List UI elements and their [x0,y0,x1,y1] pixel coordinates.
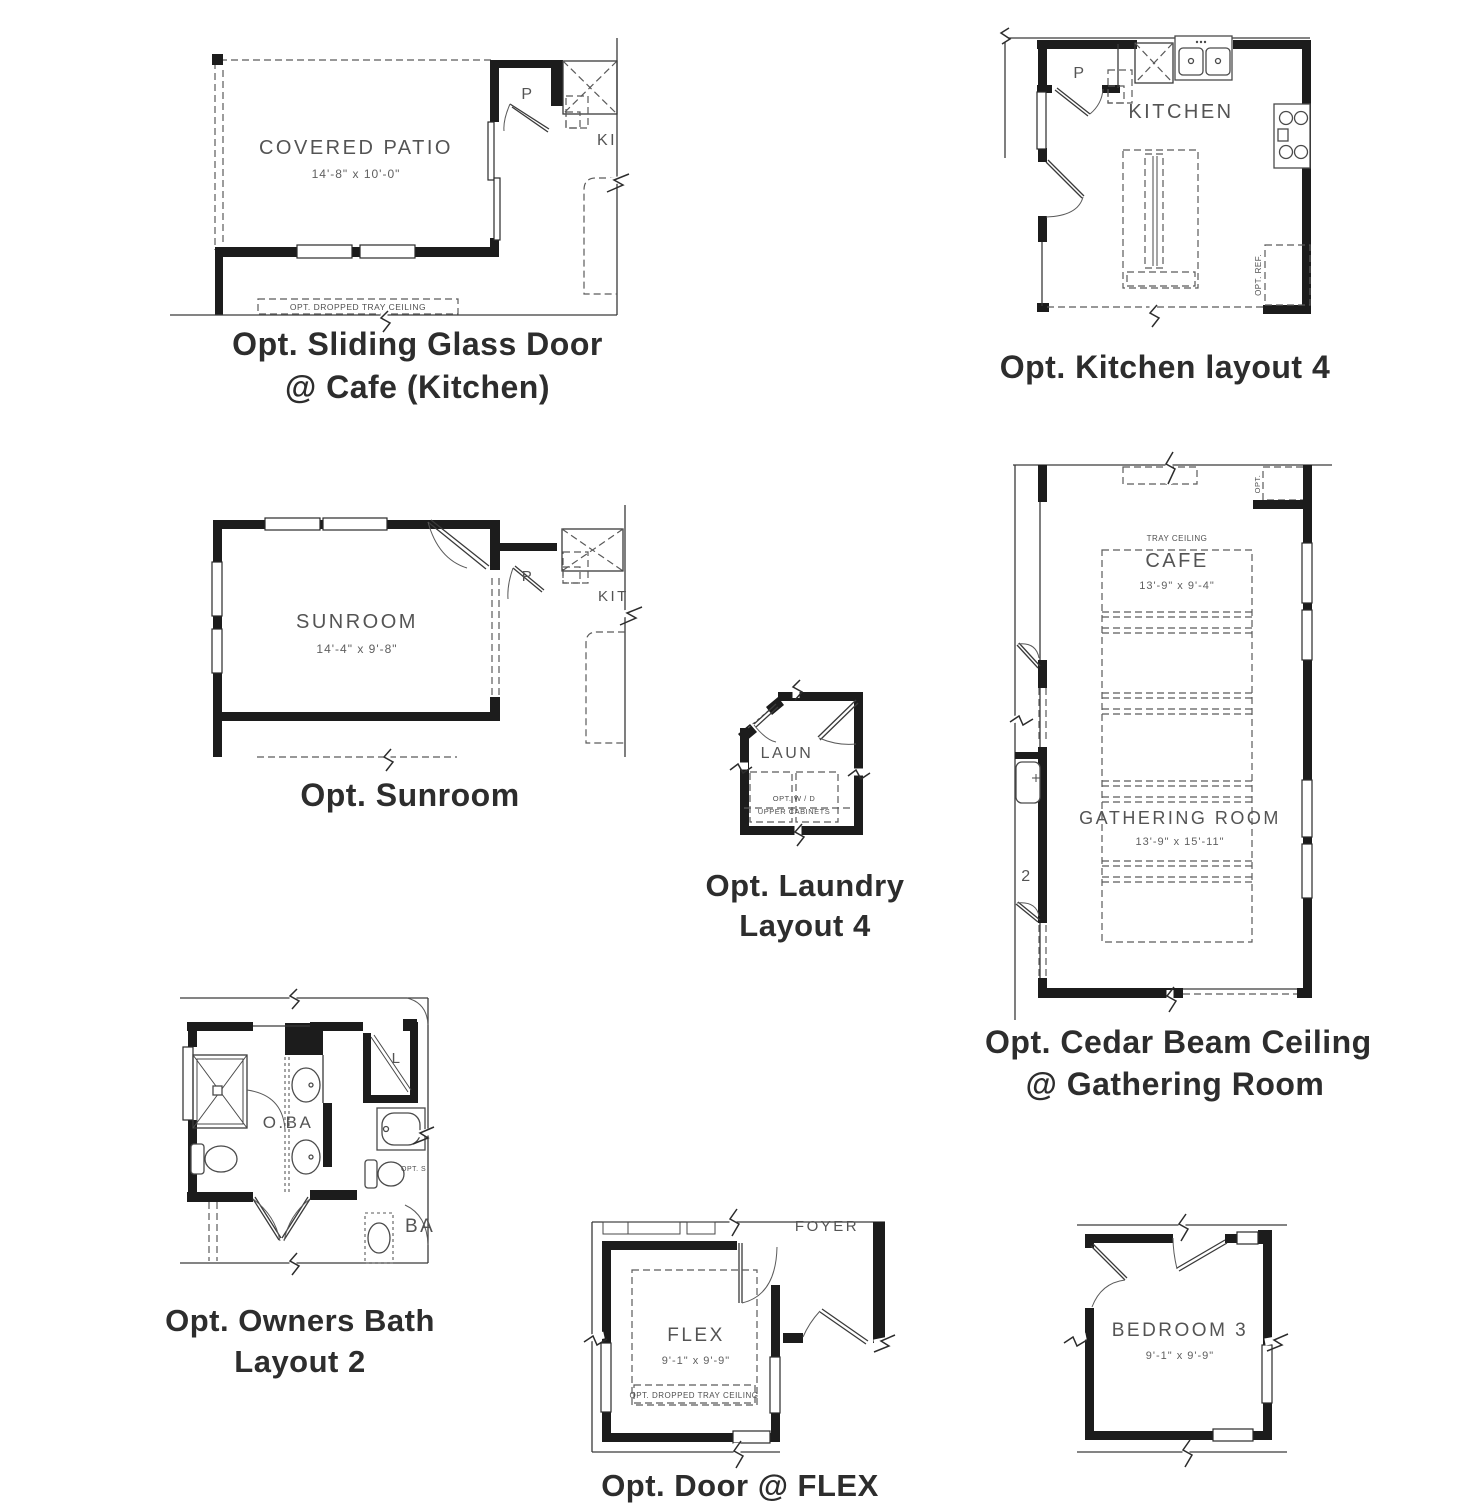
kitchen-title [990,346,1340,389]
corner-cabinet [563,61,617,128]
panel-sunroom [195,505,670,800]
cafe-label: CAFE [1145,550,1209,572]
window [1302,780,1312,837]
window [265,518,320,530]
bath-partial-label: BA [405,1216,436,1237]
sunroom-plan-drawing [195,505,670,800]
kitchen-title-line: Opt. Kitchen layout 4 [999,349,1331,385]
room-label: SUNROOM [296,611,418,633]
pantry-door [504,104,549,132]
panel-bedroom-3 [1070,1220,1320,1484]
left-door-upper [1017,643,1040,668]
kitchen-counter-dashed [586,632,625,743]
pantry-door [1055,88,1103,116]
bath-fixture [1016,762,1040,803]
window [1262,1345,1272,1403]
gathering-plan-drawing [1010,460,1345,1040]
window [733,1431,770,1443]
room-label: LAUN [760,745,814,762]
patio-walls [215,60,563,315]
panel-sliding-glass-door [170,28,665,318]
panel-flex [590,1215,890,1484]
room-label: FLEX [667,1325,725,1346]
window [1302,543,1312,603]
bed2-partial-label: 2 [1021,868,1033,885]
bath-title-line2: Layout 2 [234,1344,366,1379]
laundry-door [818,700,858,744]
window [1213,1429,1253,1441]
sunroom-title [210,774,610,817]
room-dims: 14'-4" x 9'-8" [316,642,398,656]
linen-closet [371,998,428,1092]
window [1302,610,1312,660]
window [323,518,387,530]
cooktop [1274,104,1310,168]
laundry-title [700,866,910,946]
window [1302,844,1312,898]
room-label: BEDROOM 3 [1111,1320,1249,1341]
window [1037,92,1046,149]
corner-cabinet [562,529,623,583]
entry-double-doors [253,1197,310,1241]
cutoff-cabinets [603,1222,680,1234]
left-door-lower [1016,902,1040,922]
flex-title [590,1464,890,1507]
window [212,562,222,616]
tub [377,1108,425,1150]
sunroom-walls [213,520,557,757]
pantry-label: P [521,568,535,585]
bath-title [160,1300,440,1382]
room-dims: 9'-1" x 9'-9" [1145,1350,1215,1362]
bedroom3-plan-drawing [1070,1220,1320,1484]
flex-walls [602,1222,885,1442]
kitchen-partial-label: KIT [598,588,629,605]
kitchen-counter-dashed [584,178,617,294]
laundry-title-line1: Opt. Laundry [705,868,905,903]
gathering-title-line2: @ Gathering Room [1025,1066,1325,1102]
window [297,245,352,258]
cafe-dims: 13'-9" x 9'-4" [1139,580,1215,592]
closet-door [1173,1238,1227,1271]
panel-kitchen-layout-4 [990,28,1335,348]
patio-corner-post [212,54,223,65]
ceiling-note: OPT. DROPPED TRAY CEILING [629,1391,759,1400]
bath-plan-drawing [175,995,436,1270]
linen-label: L [391,1050,403,1067]
window [183,1047,193,1120]
ceiling-note: OPT. DROPPED TRAY CEILING [289,302,427,312]
kitchen-partial-label: KI [597,132,618,149]
opt-foyer-door [803,1309,868,1344]
window [1237,1232,1258,1244]
sliding-glass-door [488,122,500,240]
panel-gathering-room [1010,460,1345,1040]
room-label: COVERED PATIO [258,137,454,159]
room-dims: 14'-8" x 10'-0" [311,167,401,181]
window [212,629,222,673]
flex-title-line: Opt. Door @ FLEX [601,1468,879,1503]
gathering-title-line1: Opt. Cedar Beam Ceiling [985,1024,1372,1060]
sunroom-title-line: Opt. Sunroom [300,777,520,813]
top-dashed-box [1123,467,1197,484]
room-label: O.BA [262,1113,314,1132]
wd-note: OPT. W / D [772,794,816,803]
toilet [191,1144,237,1174]
patio-plan-drawing [170,28,665,318]
bath-title-line1: Opt. Owners Bath [165,1303,435,1338]
tray-note: TRAY CEILING [1146,534,1208,543]
window [601,1343,611,1412]
patio-title [170,323,665,409]
cabinet-note: UPPER CABINETS [757,807,831,816]
patio-title-line2: @ Cafe (Kitchen) [285,369,550,405]
room-dims: 9'-1" x 9'-9" [661,1355,731,1367]
pantry-label: P [1073,65,1087,82]
pantry-label: P [521,86,535,103]
window [770,1357,780,1413]
patio-title-line1: Opt. Sliding Glass Door [232,326,603,362]
flex-plan-drawing [590,1215,890,1484]
opt-box [1263,467,1307,500]
double-sink [1175,36,1232,80]
foyer-label: FOYER [794,1218,860,1235]
room-dims: 13'-9" x 15'-11" [1135,836,1225,848]
panel-owners-bath [175,995,436,1270]
room-label: KITCHEN [1128,101,1234,123]
room-label: GATHERING ROOM [1079,808,1281,828]
opt-ref-label: OPT. REF. [1254,254,1263,296]
window [360,245,415,258]
tray-ceiling-dashed [1102,550,1252,942]
gathering-title [985,1021,1372,1105]
panel-laundry-layout-4 [730,680,870,840]
kitchen-plan-drawing [990,28,1335,348]
opt-partial-label: OPT. [1253,474,1262,494]
island [1123,150,1198,288]
toilet [365,1160,404,1188]
opt-partial-label: OPT. S [401,1166,427,1173]
laundry-title-line2: Layout 4 [739,908,871,943]
kitchen-entry-door [1046,160,1084,217]
bedroom-door [1091,1244,1127,1307]
gathering-walls [1015,465,1312,998]
laundry-plan-drawing [730,680,870,840]
